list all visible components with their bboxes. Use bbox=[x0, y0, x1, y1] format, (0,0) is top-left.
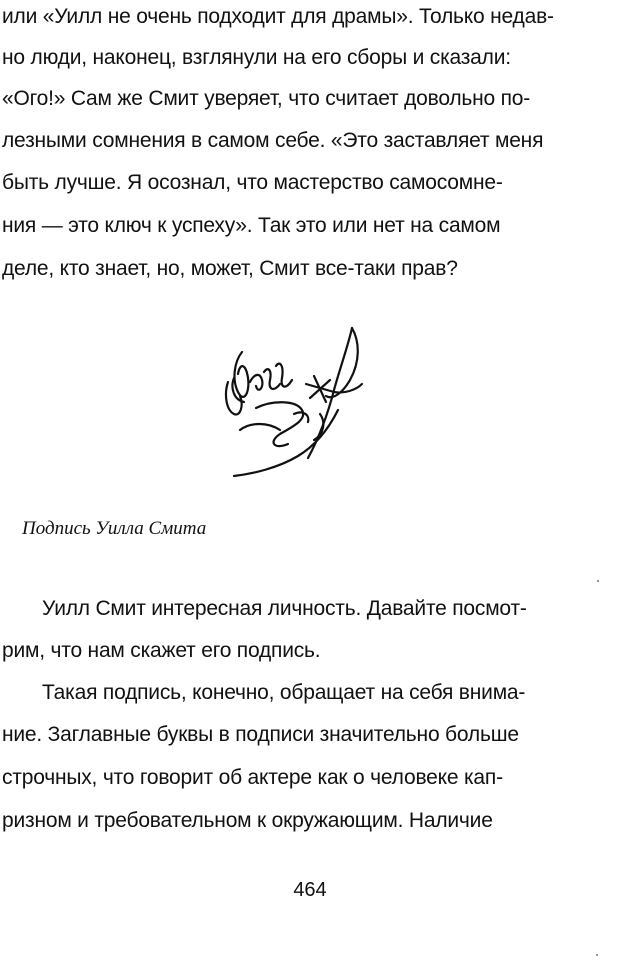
page-number: 464 bbox=[293, 879, 327, 901]
text-line: Уилл Смит интересная личность. Давайте посмот- bbox=[42, 597, 527, 620]
text-line: быть лучше. Я осознал, что мастерство самосомне- bbox=[2, 171, 503, 194]
text-line: но люди, наконец, взглянули на его сборы и сказали: bbox=[2, 46, 511, 69]
text-line: деле, кто знает, но, может, Смит все-таки прав? bbox=[2, 257, 458, 280]
signature-image bbox=[210, 322, 380, 480]
scan-speck bbox=[596, 954, 598, 956]
signature-caption: Подпись Уилла Смита bbox=[22, 518, 207, 539]
text-line: или «Уилл не очень подходит для драмы». Только недав- bbox=[2, 5, 554, 28]
text-line: ние. Заглавные буквы в подписи значительно больше bbox=[2, 723, 519, 746]
text-line: Такая подпись, конечно, обращает на себя внима- bbox=[42, 681, 526, 704]
text-line: ризном и требовательном к окружающим. Наличие bbox=[2, 809, 493, 832]
text-line: рим, что нам скажет его подпись. bbox=[2, 639, 321, 662]
text-line: «Ого!» Сам же Смит уверяет, что считает довольно по- bbox=[2, 87, 531, 110]
text-line: лезными сомнения в самом себе. «Это заставляет меня bbox=[2, 129, 544, 152]
scan-speck bbox=[597, 580, 599, 582]
text-line: ния — это ключ к успеху». Так это или нет на самом bbox=[2, 214, 501, 237]
text-line: строчных, что говорит об актере как о человеке кап- bbox=[2, 766, 503, 789]
